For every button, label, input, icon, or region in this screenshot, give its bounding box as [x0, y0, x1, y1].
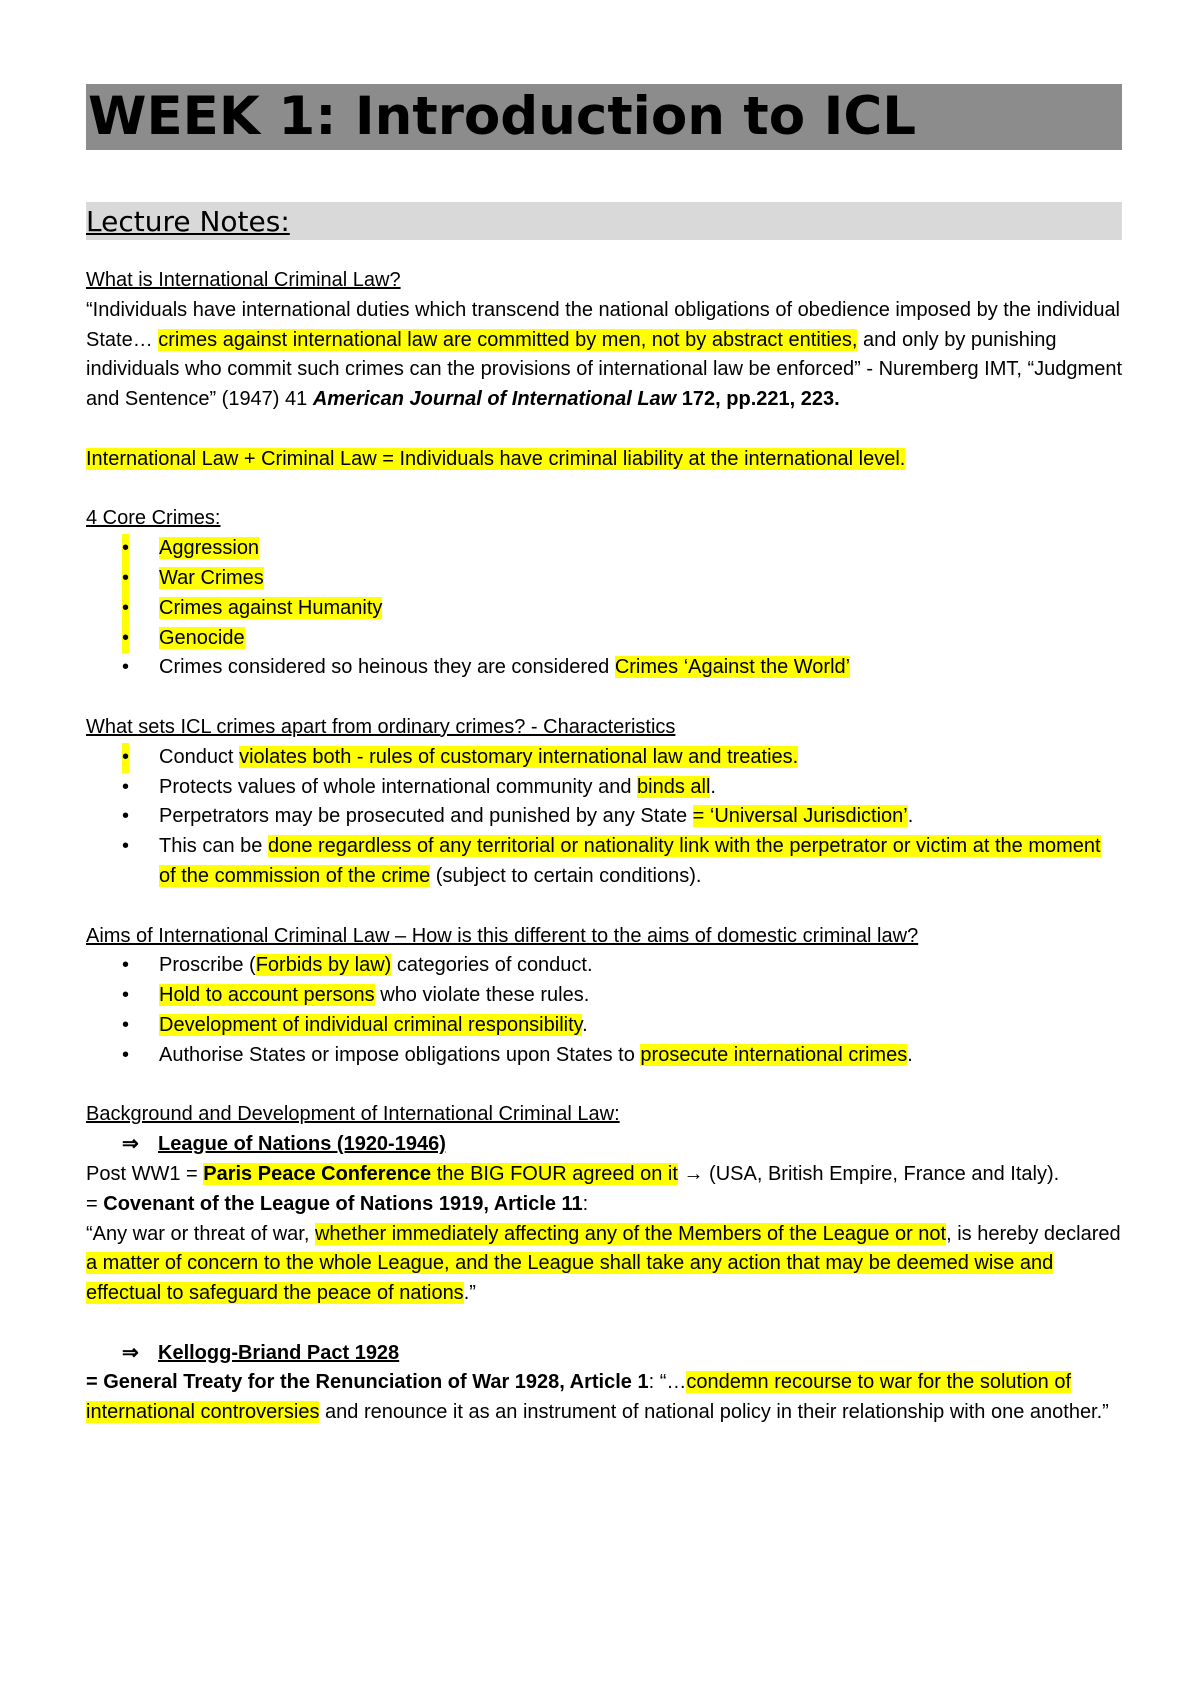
list-item — [86, 743, 1122, 773]
list-item-text: . — [582, 1013, 588, 1036]
section-subheading: Lecture Notes: — [86, 204, 290, 238]
list-item — [86, 773, 1122, 803]
list-item-text: Protects values of whole international community and — [159, 775, 638, 798]
list-item-highlight: = ‘Universal Jurisdiction’ — [692, 805, 908, 828]
list-item-text: This can be — [159, 835, 268, 858]
post-ww1-line — [86, 1160, 1122, 1190]
kellogg-heading-line — [86, 1339, 1122, 1369]
list-item-text: Proscribe ( — [159, 954, 256, 977]
list-item — [86, 624, 1122, 654]
bullet-icon: • — [122, 656, 130, 679]
list-item-text: . — [907, 805, 914, 828]
quote-part: and only by punishing individuals who commit such crimes can the provisions of international law be enforced” - Nuremberg IMT, “Judgment and Sentence” (1947) 41 — [86, 328, 1123, 411]
equation-highlight: International Law + Criminal Law = Individuals have criminal liability at the international level. — [86, 447, 906, 470]
subhead-banner — [86, 202, 1122, 240]
list-item-text: Genocide — [159, 626, 245, 649]
list-item-text: War Crimes — [159, 566, 264, 589]
bullet-icon: • — [122, 775, 130, 798]
list-item-text: Aggression — [159, 537, 260, 560]
equation-line — [86, 445, 1122, 475]
citation-pages: 172, pp.221, 223. — [676, 388, 840, 411]
list-item-text: Crimes considered so heinous they are considered — [159, 656, 615, 679]
list-item-highlight: Development of individual criminal responsibility — [159, 1013, 583, 1036]
covenant-line — [86, 1190, 1122, 1220]
text-part: Post WW1 = — [86, 1162, 204, 1185]
text-highlight: the BIG FOUR agreed on it — [431, 1162, 678, 1185]
list-item-text: Authorise States or impose obligations upon States to — [159, 1043, 641, 1066]
text-highlight: Paris Peace Conference — [203, 1162, 432, 1185]
list-item-text: (subject to certain conditions). — [430, 864, 702, 887]
document-page — [86, 84, 1122, 1428]
bullet-icon: • — [122, 1043, 130, 1066]
kellogg-heading: Kellogg-Briand Pact 1928 — [158, 1341, 400, 1364]
title-banner — [86, 84, 1122, 150]
list-item-text: . — [710, 775, 716, 798]
nuremberg-quote — [86, 296, 1122, 415]
text-part: .” — [463, 1282, 476, 1305]
list-item — [86, 534, 1122, 564]
text-part: → (USA, British Empire, France and Italy). — [677, 1162, 1060, 1185]
list-item-highlight: done regardless of any territorial or nationality link with the perpetrator or victim at the moment of the commission of the crime — [159, 835, 1101, 887]
bullet-icon: • — [122, 534, 129, 564]
general-treaty-quote — [86, 1368, 1122, 1428]
core-crimes-list — [86, 534, 1122, 683]
bullet-icon: • — [122, 954, 130, 977]
heading-aims: Aims of International Criminal Law – How is this different to the aims of domestic criminal law? — [86, 924, 919, 947]
list-item-text: categories of conduct. — [391, 954, 593, 977]
bullet-icon: • — [122, 835, 130, 858]
heading-characteristics: What sets ICL crimes apart from ordinary crimes? - Characteristics — [86, 715, 676, 738]
page-title: WEEK 1: Introduction to ICL — [88, 86, 917, 147]
list-item-highlight: prosecute international crimes — [640, 1043, 908, 1066]
bullet-icon: • — [122, 805, 130, 828]
text-part: , is hereby declared — [946, 1222, 1121, 1245]
list-item — [86, 1041, 1122, 1071]
list-item — [86, 951, 1122, 981]
list-item-highlight: Forbids by law) — [255, 954, 392, 977]
text-part: = — [86, 1192, 104, 1215]
article-11-quote — [86, 1220, 1122, 1309]
heading-core-crimes: 4 Core Crimes: — [86, 507, 221, 530]
text-part: : — [582, 1192, 589, 1215]
bullet-icon: • — [122, 564, 129, 594]
list-item-highlight: binds all — [637, 775, 711, 798]
list-item-highlight: Hold to account persons — [159, 984, 375, 1007]
list-item-text: Perpetrators may be prosecuted and punished by any State — [159, 805, 693, 828]
arrow-icon: ⇒ — [122, 1133, 139, 1156]
list-item-highlight: violates both - rules of customary international law and treaties. — [239, 745, 799, 768]
list-item-text: who violate these rules. — [374, 984, 590, 1007]
list-item-text: Crimes against Humanity — [159, 596, 383, 619]
characteristics-list — [86, 743, 1122, 892]
bullet-icon: • — [122, 743, 129, 773]
aims-list — [86, 951, 1122, 1070]
text-part: : “… — [648, 1371, 687, 1394]
list-item — [86, 594, 1122, 624]
journal-title: American Journal of International Law — [312, 388, 677, 411]
list-item-text: Conduct — [159, 745, 240, 768]
list-item — [86, 981, 1122, 1011]
text-highlight: condemn recourse to war for the solution of international controversies — [86, 1371, 1072, 1424]
list-item — [86, 802, 1122, 832]
quote-part: “Individuals have international duties which transcend the national obligations of obedience imposed by the individual State… — [86, 298, 1121, 351]
quote-highlight: crimes against international law are committed by men, not by abstract entities, — [158, 328, 858, 351]
notes-body — [86, 266, 1122, 1428]
list-item — [86, 1011, 1122, 1041]
text-highlight: a matter of concern to the whole League, and the League shall take any action that may be deemed wise and effectual to safeguard the peace of nations — [86, 1252, 1054, 1305]
covenant-title: Covenant of the League of Nations 1919, Article 11 — [103, 1192, 583, 1215]
bullet-icon: • — [122, 594, 129, 624]
text-part: and renounce it as an instrument of national policy in their relationship with one another.” — [319, 1401, 1109, 1424]
list-item — [86, 832, 1122, 892]
bullet-icon: • — [122, 1013, 130, 1036]
bullet-icon: • — [122, 624, 129, 654]
heading-background: Background and Development of International Criminal Law: — [86, 1103, 620, 1126]
list-item — [86, 653, 1122, 683]
list-item-highlight: Crimes ‘Against the World’ — [614, 656, 851, 679]
league-heading-line — [86, 1130, 1122, 1160]
arrow-icon: ⇒ — [122, 1341, 139, 1364]
bullet-icon: • — [122, 984, 130, 1007]
treaty-title: = General Treaty for the Renunciation of War 1928, Article 1 — [86, 1371, 649, 1394]
text-part: “Any war or threat of war, — [86, 1222, 315, 1245]
list-item — [86, 564, 1122, 594]
league-heading: League of Nations (1920-1946) — [158, 1133, 446, 1156]
heading-what-is-icl: What is International Criminal Law? — [86, 269, 401, 291]
text-highlight: whether immediately affecting any of the Members of the League or not — [314, 1222, 947, 1245]
list-item-text: . — [907, 1043, 913, 1066]
